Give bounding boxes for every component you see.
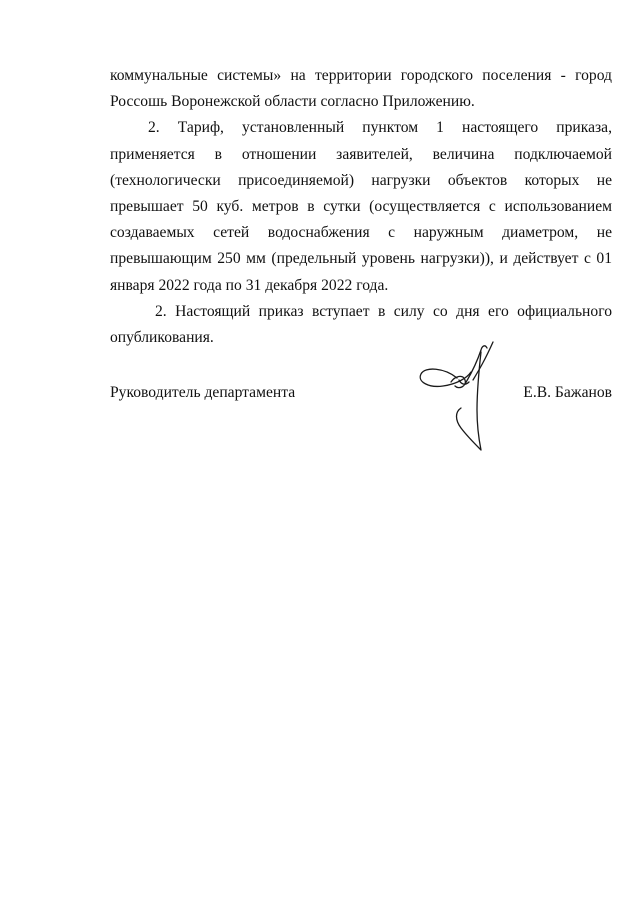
handwritten-signature [415, 340, 505, 455]
signatory-title: Руководитель департамента [110, 384, 296, 401]
paragraph-continuation: коммунальные системы» на территории городского поселения - город Россошь Воронежской области согласно Приложению. [110, 67, 612, 111]
paragraph-tariff: 2. Тариф, установленный пунктом 1 настоящего приказа, применяется в отношении заявителей, величина подключаемой (технологически присоединяемой) нагрузки объектов которых не превышает 50 куб. метров в сутки (осуществляется с использованием создаваемых сетей водоснабжения с наружным диаметром, не превышающим 250 мм (предельный уровень нагрузки)), и действует с 01 января 2022 года по 31 декабря 2022 года. [110, 119, 612, 294]
document-body [110, 63, 612, 351]
paragraph-effective: 2. Настоящий приказ вступает в силу со дня его официального опубликования. [110, 302, 612, 347]
signatory-name: Е.В. Бажанов [523, 384, 612, 401]
